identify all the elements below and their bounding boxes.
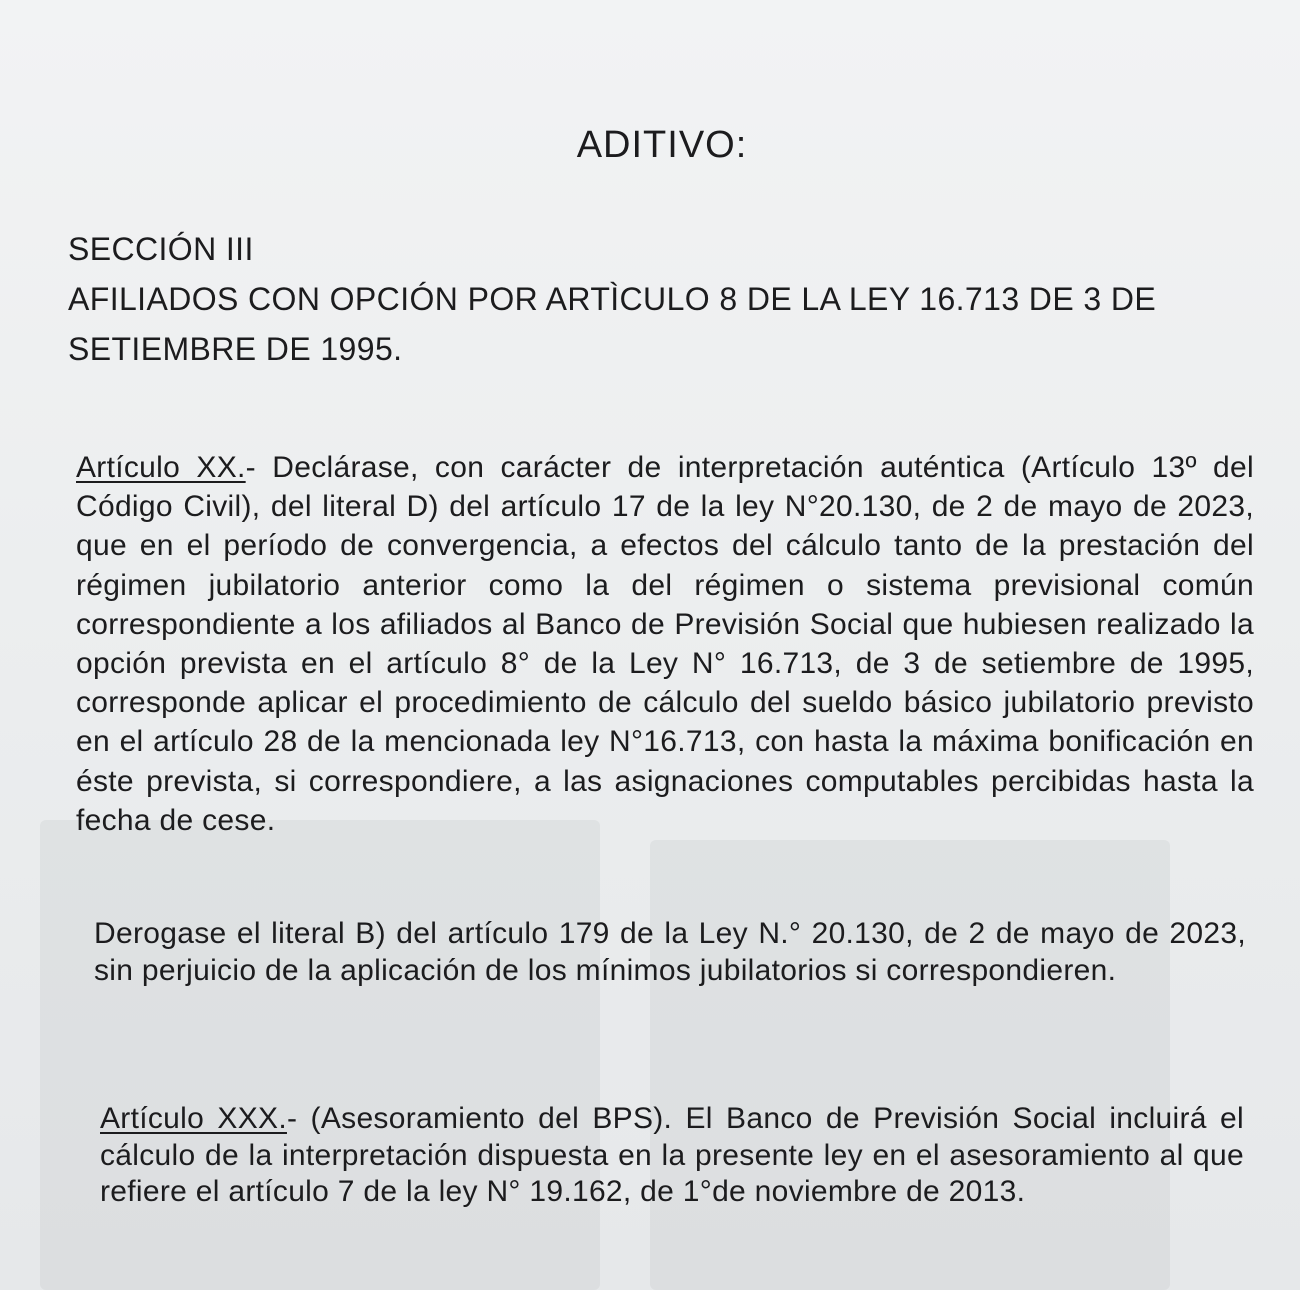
article-xx-text: - Declárase, con carácter de interpretación auténtica (Artículo 13º del Código Civil), del literal D) del artículo 17 de la ley N°20.130, de 2 de mayo de 2023, que en el período de convergencia, a efectos del cálculo tanto de la prestación del régimen jubilatorio anterior como la del régimen o sistema previsional común correspondiente a los afiliados al Banco de Previsión Social que hubiesen realizado la opción prevista en el artículo 8° de la Ley N° 16.713, de 3 de setiembre de 1995, corresponde aplicar el procedimiento de cálculo del sueldo básico jubilatorio previsto en el artículo 28 de la mencionada ley N°16.713, con hasta la máxima bonificación en éste prevista, si correspondiere, a las asignaciones computables percibidas hasta la fecha de cese. xyxy=(76,451,1254,837)
paper-shadow xyxy=(650,840,1170,1290)
section-heading-line: SETIEMBRE DE 1995. xyxy=(68,331,403,367)
section-number: SECCIÓN III xyxy=(68,231,254,267)
section-heading-line: AFILIADOS CON OPCIÓN POR ARTÌCULO 8 DE LA LEY 16.713 DE 3 DE xyxy=(68,281,1157,317)
article-xxx-paragraph xyxy=(100,1101,1244,1211)
article-xxx-label: Artículo XXX. xyxy=(100,1102,287,1135)
paper-shadow xyxy=(40,820,600,1290)
section-heading xyxy=(68,224,1258,374)
document-title: ADITIVO: xyxy=(576,124,748,166)
derogation-text: Derogase el literal B) del artículo 179 de la Ley N.° 20.130, de 2 de mayo de 2023, sin perjuicio de la aplicación de los mínimos jubilatorios si correspondieren. xyxy=(94,917,1246,987)
article-xx-label: Artículo XX. xyxy=(76,451,246,484)
article-xxx-text: - (Asesoramiento del BPS). El Banco de Previsión Social incluirá el cálculo de la interpretación dispuesta en la presente ley en el asesoramiento al que refiere el artículo 7 de la ley N° 19.162, de 1°de noviembre de 2013. xyxy=(100,1102,1244,1208)
derogation-paragraph xyxy=(94,915,1246,989)
article-xx-paragraph xyxy=(76,448,1254,840)
